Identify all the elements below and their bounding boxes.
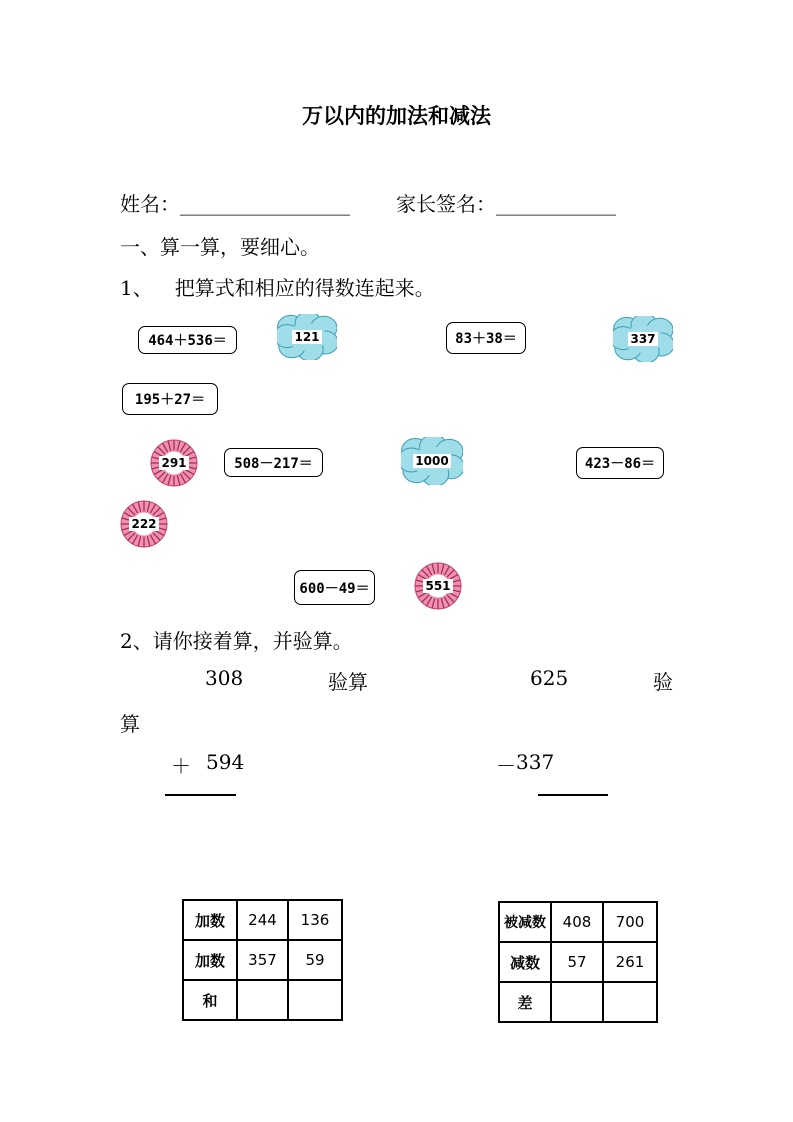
- expression-box[interactable]: 600－49＝: [294, 570, 375, 605]
- answer-value: 121: [294, 330, 320, 344]
- table-cell: 244: [237, 900, 288, 940]
- flower-answer-card[interactable]: [401, 437, 463, 485]
- table-cell: 700: [603, 902, 657, 942]
- check-label-part-1: 验: [653, 670, 673, 694]
- flower-answer-card[interactable]: [277, 314, 337, 360]
- expression-box[interactable]: 83＋38＝: [446, 322, 526, 354]
- addend-top: 308: [205, 666, 244, 690]
- parent-signature-blank[interactable]: ____________: [496, 192, 616, 216]
- row-header: 差: [499, 982, 551, 1022]
- page-title: 万以内的加法和减法: [302, 103, 491, 128]
- minus-operator: －: [496, 754, 516, 778]
- table-row: [499, 982, 657, 1022]
- parent-signature-label: 家长签名：: [396, 192, 496, 216]
- expression-box[interactable]: 423－86＝: [576, 447, 664, 479]
- sum-rule-line: [165, 794, 236, 796]
- answer-value: 1000: [415, 454, 449, 468]
- flower-answer-card[interactable]: [414, 562, 462, 610]
- table-cell: 59: [288, 940, 342, 980]
- check-label-part-2: 算: [120, 712, 140, 736]
- expression-box[interactable]: 464＋536＝: [138, 326, 237, 354]
- flower-answer-card[interactable]: [150, 439, 198, 487]
- answer-cell[interactable]: [603, 982, 657, 1022]
- row-header: 加数: [183, 940, 237, 980]
- table-row: [183, 980, 342, 1020]
- row-header: 加数: [183, 900, 237, 940]
- addend-bottom: 594: [206, 750, 245, 774]
- plus-operator: ＋: [171, 754, 191, 778]
- answer-value: 551: [425, 579, 451, 593]
- minuend-top: 625: [530, 666, 569, 690]
- table-row: [499, 902, 657, 942]
- answer-value: 337: [630, 332, 656, 346]
- question-1: [120, 272, 435, 301]
- question-1-number: 1、: [120, 276, 153, 300]
- flower-answer-card[interactable]: [613, 316, 673, 362]
- name-line: [120, 188, 350, 217]
- row-header: 和: [183, 980, 237, 1020]
- answer-cell[interactable]: [288, 980, 342, 1020]
- subtrahend-bottom: 337: [516, 750, 555, 774]
- subtraction-table: [498, 901, 658, 1023]
- answer-cell[interactable]: [237, 980, 288, 1020]
- question-1-text: 把算式和相应的得数连起来。: [174, 276, 435, 300]
- table-cell: 136: [288, 900, 342, 940]
- table-row: [499, 942, 657, 982]
- question-2-heading: 2、请你接着算，并验算。: [120, 629, 353, 653]
- answer-cell[interactable]: [551, 982, 603, 1022]
- table-cell: 357: [237, 940, 288, 980]
- answer-value: 222: [131, 517, 157, 531]
- table-cell: 261: [603, 942, 657, 982]
- difference-rule-line: [538, 794, 608, 796]
- expression-box[interactable]: 195＋27＝: [122, 383, 218, 415]
- table-cell: 57: [551, 942, 603, 982]
- addition-table: [182, 899, 343, 1021]
- row-header: 被减数: [499, 902, 551, 942]
- flower-answer-card[interactable]: [120, 500, 168, 548]
- name-label: 姓名：: [120, 192, 180, 216]
- table-row: [183, 940, 342, 980]
- table-row: [183, 900, 342, 940]
- table-cell: 408: [551, 902, 603, 942]
- parent-signature-line: [396, 188, 616, 217]
- section-heading: 一、算一算，要细心。: [120, 235, 320, 259]
- row-header: 减数: [499, 942, 551, 982]
- answer-value: 291: [161, 456, 187, 470]
- check-label: 验算: [328, 670, 368, 694]
- name-blank[interactable]: _________________: [180, 192, 350, 216]
- expression-box[interactable]: 508－217＝: [224, 448, 323, 477]
